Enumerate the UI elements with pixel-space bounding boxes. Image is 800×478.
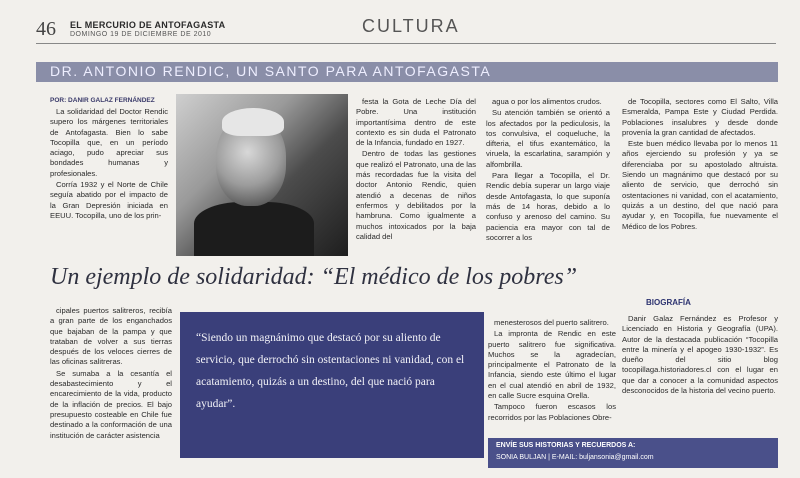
footer-contact: SONIA BULJAN | E-MAIL: buljansonia@gmail.com <box>496 454 654 461</box>
portrait-photo <box>176 94 348 256</box>
column-2-top <box>356 97 476 257</box>
column-1-top <box>50 107 168 257</box>
paragraph: La impronta de Rendic en este puerto salitrero fue significativa. Muchos se la agradecían, principalmente el Patronato de la Infancia, siendo este último el lugar en el cual atendió en abril de 1932, en calle Sucre esquina Orella. <box>488 329 616 401</box>
photo-hair-shape <box>222 108 284 136</box>
paragraph: Se sumaba a la cesantía el desabastecimiento y el encarecimiento de la vida, producto de la inflación de precios. El bajo presupuesto costeable en Chile fue destinado a la conformación de una institución de carácter asistencia <box>50 368 172 440</box>
paragraph: festa la Gota de Leche Día del Pobre. Una institución importantísima dentro de este contexto es sin duda el Patronato de la Infancia, fundado en 1927. <box>356 97 476 148</box>
paragraph: cipales puertos salitreros, recibía a gran parte de los enganchados que bajaban de la pampa y que trataban de volver a sus tierras después de los veloces cierres de las oficinas salitreras. <box>50 306 172 367</box>
footer-invitation: ENVÍE SUS HISTORIAS Y RECUERDOS A: <box>496 442 636 449</box>
paragraph: agua o por los alimentos crudos. <box>492 97 602 106</box>
paragraph: Para llegar a Tocopilla, el Dr. Rendic debía superar un largo viaje desde Antofagasta, lo que suponía más de 14 horas, debido a lo confuso y arenoso del camino. Su paciencia era mayor con tal de socorrer a los <box>486 171 610 242</box>
paragraph: de Tocopilla, sectores como El Salto, Villa Esmeralda, Pampa Este y Ciudad Perdida. Poblaciones insalubres y desde donde provenía la gran cantidad de afectados. <box>622 97 778 137</box>
paragraph: Este buen médico llevaba por lo menos 11 años ejerciendo su profesión y ya se diferenciaba por su apostolado altruista. Siendo un magnánimo que destacó por su aliento de servicio, que derrochó sin ostentaciones ni vanidad, con el acatamiento, quizás a un destino, del que nació para ayudar y, en Tocopilla, fue nuevamente el Médico de los Pobres. <box>622 139 778 231</box>
column-3-bottom <box>488 318 616 436</box>
paragraph: menesterosos del puerto salitrero. <box>494 318 609 327</box>
paragraph: La solidaridad del Doctor Rendic supero los márgenes territoriales de Antofagasta. Bien lo sabe Tocopilla que, en un período aciago, pudo apreciar sus bondades humanas y profesionales. <box>50 107 168 178</box>
paragraph: Tampoco fueron escasos los recorridos por las Poblaciones Obre- <box>488 402 616 422</box>
paragraph: Su atención también se orientó a los afectados por la pediculosis, la tos convulsiva, el coqueluche, la difteria, el tifus exantemático, la viruela, la escarlatina, sarampión y alfombrilla. <box>486 108 610 169</box>
issue-date: DOMINGO 19 DE DICIEMBRE DE 2010 <box>70 31 212 38</box>
banner-title: DR. ANTONIO RENDIC, UN SANTO PARA ANTOFAGASTA <box>50 63 492 79</box>
paragraph: Danir Galaz Fernández es Profesor y Licenciado en Historia y Geografía (UPA). Autor de la destacada publicación “Tocopilla entre la minería y el apogeo 1930-1932”. Es dueño del sitio blog tocopillaga.historiadores.cl con el lugar en que dar a conocer a la comunidad aspectos desconocidos de la historia del vecino puerto. <box>622 314 778 396</box>
photo-body-shape <box>194 202 314 256</box>
section-name: CULTURA <box>362 16 460 36</box>
paragraph: Corría 1932 y el Norte de Chile seguía abatido por el impacto de la Gran Depresión iniciada en EEUU. Tocopilla, uno de los prin- <box>50 180 168 220</box>
column-3-top <box>486 97 610 257</box>
biography-text <box>622 314 778 436</box>
headline: Un ejemplo de solidaridad: “El médico de los pobres” <box>50 264 578 290</box>
column-4-top <box>622 97 778 289</box>
page-number: 46 <box>36 18 56 40</box>
biography-title: BIOGRAFÍA <box>646 298 691 307</box>
paragraph: Dentro de todas las gestiones que realizó el Patronato, una de las más recordadas fue la visita del doctor Antonio Rendic, quien atendió a decenas de niños enfermos y debilitados por la hambruna. Como igualmente a muchos intoxicados por la baja calidad del <box>356 149 476 241</box>
column-1-bottom <box>50 306 172 464</box>
pull-quote-text: “Siendo un magnánimo que destacó por su aliento de servicio, que derrochó sin ostentaciones ni vanidad, con el acatamiento, quizás a un destino, del que nació para ayudar”. <box>196 332 465 410</box>
newspaper-name: EL MERCURIO DE ANTOFAGASTA <box>70 20 226 30</box>
byline: POR: DANIR GALAZ FERNÁNDEZ <box>50 97 155 104</box>
header-divider <box>36 43 776 44</box>
